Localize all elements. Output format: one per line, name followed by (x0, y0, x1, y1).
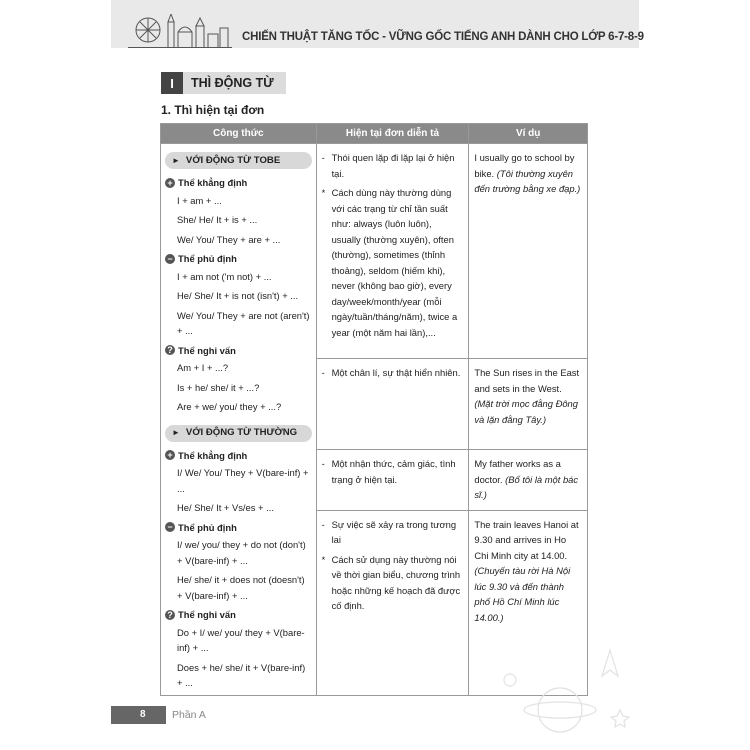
space-doodle-icon (480, 640, 640, 740)
header-title: CHIẾN THUẬT TĂNG TỐC - VỮNG GỐC TIẾNG ANH DÀNH CHO LỚP 6-7-8-9 (242, 31, 644, 43)
header-usage: Hiện tại đơn diễn tả (316, 124, 469, 144)
formula-line: We/ You/ They + are not (aren't) + ... (177, 309, 310, 336)
arrow-icon: ► (172, 155, 180, 165)
formula-line: Does + he/ she/ it + V(bare-inf) + ... (177, 661, 306, 688)
example-cell (469, 359, 588, 450)
formula-line: I/ We/ You/ They + V(bare-inf) + ... (177, 467, 309, 494)
usage-note: Cách sử dụng này thường nói về thời gian biểu, chương trình hoặc những kế hoạch đã được cố định. (331, 553, 461, 612)
formula-line: She/ He/ It + is + ... (177, 214, 258, 225)
normal-question-head: ? Thể nghi vấn (165, 607, 312, 623)
example-text: I usually go to school by bike. (474, 152, 575, 179)
usage-text: Sự việc sẽ xảy ra trong tương lai (331, 518, 457, 546)
example-cell (469, 144, 588, 359)
part-label: Phần A (172, 709, 206, 721)
page-number: 8 (140, 709, 146, 720)
question-icon: ? (165, 610, 175, 620)
arrow-icon: ► (172, 428, 180, 438)
tobe-affirm-head: + Thể khẳng định (165, 175, 312, 191)
section-number: I (161, 72, 183, 94)
minus-icon: − (165, 522, 175, 532)
normal-affirm-head: + Thể khẳng định (165, 448, 312, 464)
section-title: THÌ ĐỘNG TỪ (183, 72, 286, 94)
subsection-title: 1. Thì hiện tại đơn (161, 103, 265, 117)
tobe-neg-head: − Thể phủ định (165, 251, 312, 267)
formula-cell (161, 144, 317, 696)
footer-bar (111, 706, 166, 724)
example-translation: (Tôi thường xuyên đến trường bằng xe đạp.) (474, 167, 581, 194)
formula-line: Are + we/ you/ they + ...? (177, 401, 282, 412)
formula-line: Is + he/ she/ it + ...? (177, 381, 260, 393)
usage-text: Thói quen lặp đi lặp lại ở hiện tại. (331, 152, 455, 179)
question-icon: ? (165, 345, 175, 355)
plus-icon: + (165, 178, 175, 188)
header-example: Ví dụ (469, 124, 588, 144)
plus-icon: + (165, 450, 175, 460)
usage-cell: - Một chân lí, sự thật hiển nhiên. (316, 359, 469, 450)
minus-icon: − (165, 254, 175, 264)
usage-cell: - Thói quen lặp đi lặp lại ở hiện tại. * Cách dùng này thường dùng với các trạng từ chỉ tần suất như: always (luôn luôn), usually (thường xuyên), often (thường), sometimes (thỉnh thoảng), seldom (hiếm khi), never (không bao giờ), every day/week/month/year (mỗi ngày/tuần/tháng/năm), twice a year (một năm hai lần),... (316, 144, 469, 359)
normal-verb-label: ► VỚI ĐỘNG TỪ THƯỜNG (165, 425, 312, 442)
formula-line: Do + I/ we/ you/ they + V(bare-inf) + ... (177, 626, 305, 653)
formula-line: I + am not ('m not) + ... (177, 270, 272, 282)
city-skyline-icon (128, 14, 232, 48)
normal-neg-head: − Thể phủ định (165, 520, 312, 536)
usage-text: Một nhận thức, cảm giác, tình trạng ở hiện tại. (331, 458, 456, 485)
header-formula: Công thức (161, 124, 317, 144)
formula-line: I + am + ... (177, 194, 222, 206)
usage-note: Cách dùng này thường dùng với các trạng từ chỉ tần suất như: always (luôn luôn), usually (thường xuyên), often (thường), sometimes (thỉnh thoảng), seldom (hiếm khi), never (không bao giờ), every day/week/month/year (mỗi ngày/tuần/tháng/năm), twice a year (một năm hai lần),... (331, 187, 458, 338)
usage-cell: - Một nhận thức, cảm giác, tình trạng ở hiện tại. (316, 450, 469, 510)
example-text: My father works as a doctor. (474, 458, 561, 485)
formula-line: Am + I + ...? (177, 362, 229, 373)
formula-line: He/ She/ It + is not (isn't) + ... (177, 290, 299, 301)
formula-line: We/ You/ They + are + ... (177, 233, 281, 245)
example-translation: (Bố tôi là một bác sĩ.) (474, 473, 579, 501)
example-cell (469, 450, 588, 510)
grammar-table (160, 123, 588, 696)
example-text: The Sun rises in the East and sets in the West. (474, 367, 580, 394)
example-text: The train leaves Hanoi at 9.30 and arrives in Ho Chi Minh city at 14.00. (474, 518, 579, 561)
formula-line: He/ she/ it + does not (doesn't) + V(bare-inf) + ... (177, 574, 305, 601)
tobe-label: ► VỚI ĐỘNG TỪ TOBE (165, 152, 312, 169)
tobe-question-head: ? Thể nghi vấn (165, 343, 312, 359)
section-heading (161, 72, 286, 94)
table-header-row (161, 124, 588, 144)
example-translation: (Chuyến tàu rời Hà Nội lúc 9.30 và đến thành phố Hồ Chí Minh lúc 14.00.) (474, 565, 571, 623)
example-translation: (Mặt trời mọc đằng Đông và lặn đằng Tây.) (474, 398, 578, 425)
table-row (161, 144, 588, 359)
usage-cell: - Sự việc sẽ xảy ra trong tương lai * Cách sử dụng này thường nói về thời gian biểu, chương trình hoặc những kế hoạch đã được cố định. (316, 510, 469, 695)
formula-line: He/ She/ It + Vs/es + ... (177, 502, 274, 513)
formula-line: I/ we/ you/ they + do not (don't) + V(bare-inf) + ... (177, 539, 306, 566)
usage-text: Một chân lí, sự thật hiển nhiên. (331, 367, 461, 379)
